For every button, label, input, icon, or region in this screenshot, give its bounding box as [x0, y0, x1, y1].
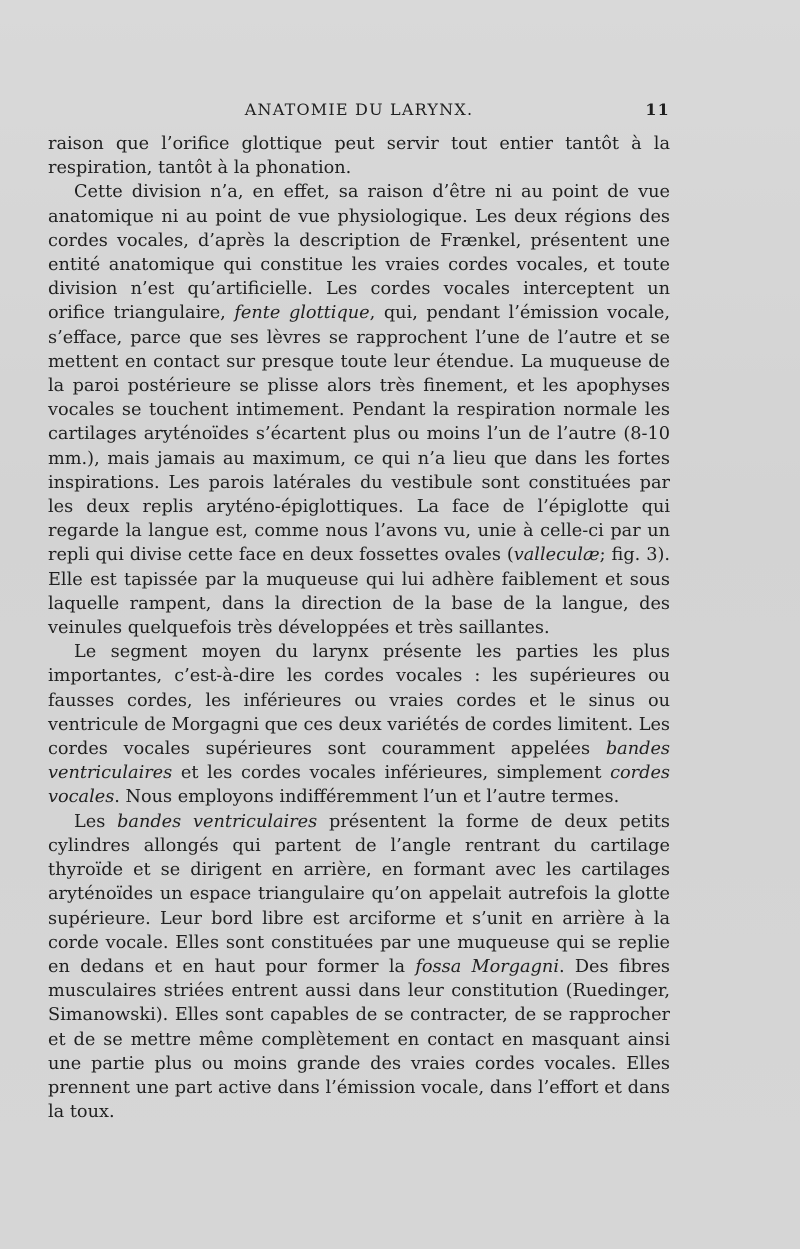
page-number: 11 [645, 100, 670, 119]
running-head [48, 100, 670, 124]
paragraph-4-text-e: . Des fibres musculaires striées entrent aussi dans leur constitution (Ruedinger, Simanowski). Elles sont capables de se contracter, de se rapprocher et de se mettre même complètement en contact en masquant ainsi une partie plus ou moins grande des vraies cordes vocales. Elles prennent une part active dans l’émission vocale, dans l’effort et dans la toux. [48, 956, 670, 1123]
term-bandes-ventriculaires: bandes ventriculaires [48, 739, 670, 784]
paragraph-2-text-e: ; fig. 3). Elle est tapissée par la muqueuse qui lui adhère faiblement et sous laquelle rampent, dans la direction de la base de la langue, des veinules quelquefois très développées et très saillantes. [48, 545, 670, 639]
term-fente-glottique: fente glottique [234, 303, 370, 324]
paragraph-3-text-c: et les cordes vocales inférieures, simplement [172, 763, 611, 784]
paragraph-3 [48, 640, 670, 809]
term-cordes-vocales: cordes vocales [48, 763, 670, 808]
paragraph-2-text-a: Cette division n’a, en effet, sa raison d’être ni au point de vue anatomique ni au point de vue physiologique. Les deux régions des cordes vocales, d’après la description de Frænkel, présentent une entité anatomique qui constitue les vraies cordes vocales, et toute division n’est qu’artificielle. Les cordes vocales interceptent un orifice triangulaire, [48, 182, 670, 324]
paragraph-2-text-c: , qui, pendant l’émission vocale, s’efface, parce que ses lèvres se rapprochent l’une de l’autre et se mettent en contact sur presque toute leur étendue. La muqueuse de la paroi postérieure se plisse alors très finement, et les apophyses vocales se touchent intimement. Pendant la respiration normale les cartilages aryténoïdes s’écartent plus ou moins l’un de l’autre (8-10 mm.), mais jamais au maximum, ce qui n’a lieu que dans les fortes inspirations. Les parois latérales du vestibule sont constituées par les deux replis aryténo-épiglottiques. La face de l’épiglotte qui regarde la langue est, comme nous l’avons vu, unie à celle-ci par un repli qui divise cette face en deux fossettes ovales ( [48, 303, 670, 566]
paragraph-4-text-c: présentent la forme de deux petits cylindres allongés qui partent de l’angle rentrant du cartilage thyroïde et se dirigent en arrière, en formant avec les cartilages aryténoïdes un espace triangulaire qu’on appelait autrefois la glotte supérieure. Leur bord libre est arciforme et s’unit en arrière à la corde vocale. Elles sont constituées par une muqueuse qui se replie en dedans et en haut pour former la [48, 811, 670, 977]
paragraph-3-text-e: . Nous employons indifféremment l’un et l’autre termes. [114, 787, 620, 808]
term-bandes-ventriculaires-2: bandes ventriculaires [117, 811, 318, 832]
paragraph-1 [48, 132, 670, 180]
body-text [48, 132, 670, 1124]
running-title: ANATOMIE DU LARYNX. [244, 100, 474, 119]
paragraph-2 [48, 180, 670, 640]
paragraph-3-text-a: Le segment moyen du larynx présente les parties les plus importantes, c’est-à-dire les cordes vocales : les supérieures ou fausses cordes, les inférieures ou vraies cordes et le sinus ou ventricule de Morgagni que ces deux variétés de cordes limitent. Les cordes vocales supérieures sont couramment appelées [48, 642, 670, 760]
paragraph-4 [48, 810, 670, 1125]
term-fossa-morgagni: fossa Morgagni [415, 956, 559, 977]
term-valleculae: valleculæ [513, 545, 600, 566]
paragraph-4-text-a: Les [74, 811, 118, 832]
paragraph-1-text: raison que l’orifice glottique peut servir tout entier tantôt à la respiration, tantôt à la phonation. [48, 134, 670, 179]
